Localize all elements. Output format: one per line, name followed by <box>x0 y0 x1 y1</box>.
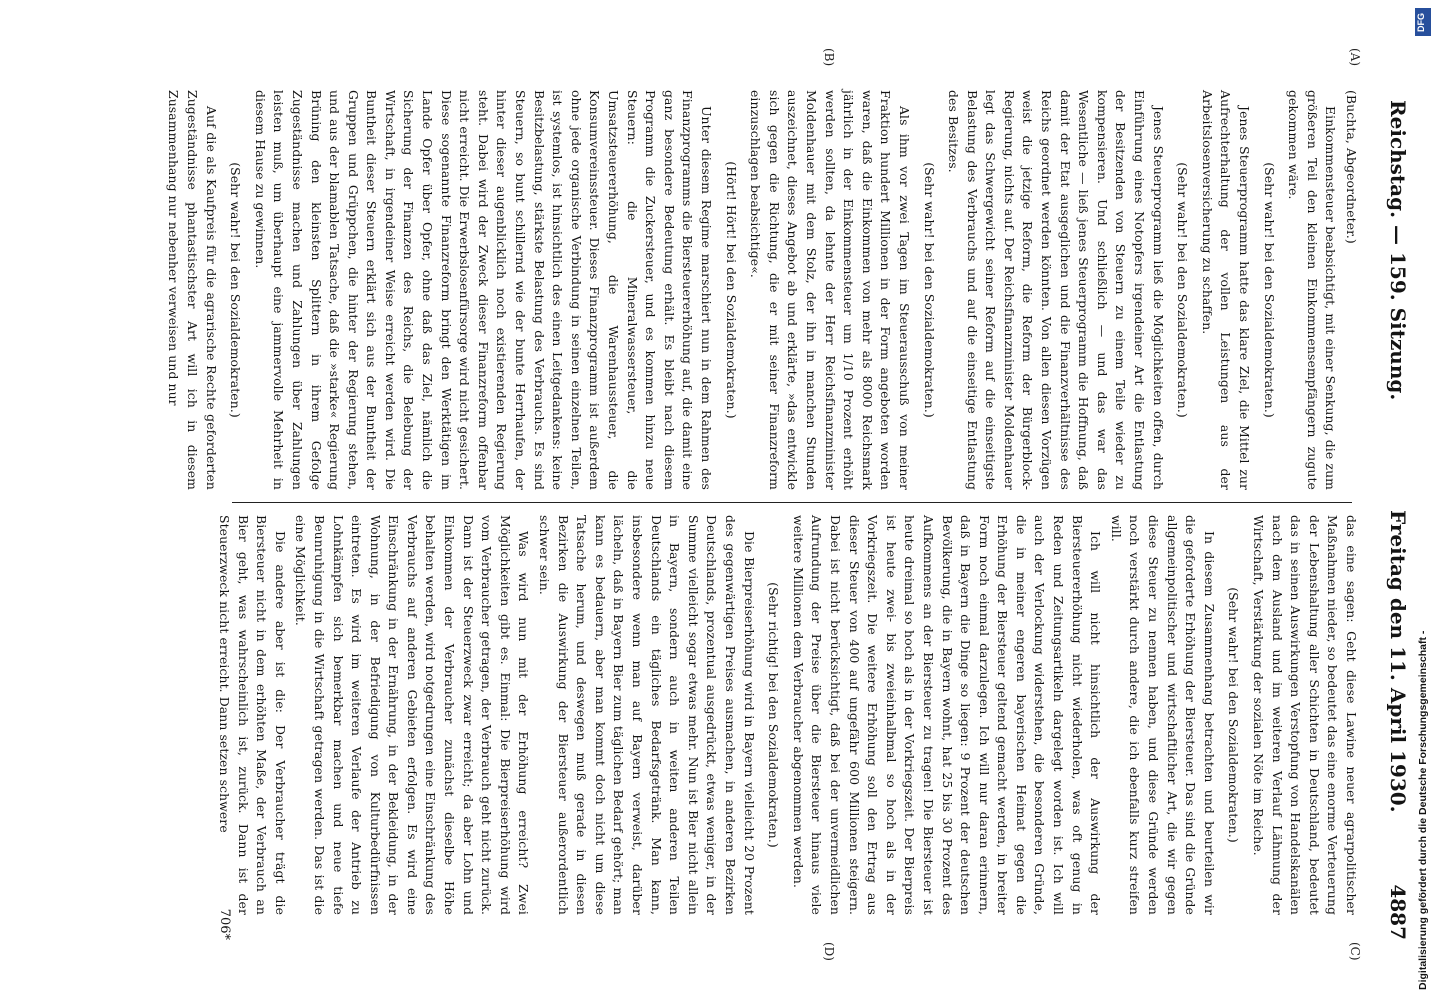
paragraph: Ich will nicht hinsichtlich der Auswirkung der Biersteuererhöhung nicht wiederholen, was oft genug in Reden und Zeitungsartikeln dargelegt worden ist. Ich will auch der Verlockung widerstehen, die besonderen Gründe, die in meiner engeren bayerischen Heimat gegen die Erhöhung der Biersteuer geltend gemacht werden, in breiter Form noch einmal darzulegen. Ich will nur daran erinnern, daß in Bayern die Dinge so liegen: 9 Prozent der deutschen Bevölkerung, die in Bayern wohnt, hat 25 bis 30 Prozent des Aufkommens an der Biersteuer zu tragen! Die Biersteuer ist heute dreimal so hoch als in der Vorkriegszeit. Der Bierpreis ist heute zwei- bis zweieinhalbmal so hoch als in der Vorkriegszeit. Die weitere Erhöhung soll den Ertrag aus dieser Steuer von 400 auf ungefähr 600 Millionen steigern. Dabei ist nicht berücksichtigt, daß bei der unvermeidlichen Aufrundung der Preise über die Biersteuer hinaus viele weitere Millionen dem Verbraucher abgenommen werden. <box>790 515 1104 915</box>
paragraph: Jenes Steuerprogramm hatte das klare Ziel, die Mittel zur Aufrechterhaltung der vollen Leistungen aus der Arbeitslosenversicherung zu schaffen. <box>1199 90 1253 490</box>
interjection: (Sehr wahr! bei den Sozialdemokraten.) <box>1261 162 1277 418</box>
paragraph: Was wird nun mit der Erhöhung erreicht? Zwei Möglichkeiten gibt es. Einmal: Die Bierpreiserhöhung wird vom Verbraucher getragen, der Verbrauch geht nicht zurück. Dann ist der Steuerzweck zwar erreicht; da aber Lohn und Einkommen der Verbraucher zunächst dieselbe Höhe behalten werden, wird notgedrungen eine Einschränkung des Verbrauchs auf anderen Gebieten erfolgen. Es wird eine Einschränkung in der Ernährung, in der Bekleidung, in der Wohnung, in der Befriedigung von Kulturbedürfnissen eintreten. Es wird im weiteren Verlaufe der Antrieb zu Lohnkämpfen sich bemerkbar machen und neue tiefe Beunruhigung in die Wirtschaft getragen werden. Das ist die eine Möglichkeit. <box>293 515 532 915</box>
paragraph: Einkommensteuer beabsichtigt, mit einer Senkung, die zum größeren Teil den kleinen Einkommensempfängern zugute gekommen wäre. <box>1286 90 1339 490</box>
interjection: (Sehr wahr! bei den Sozialdemokraten.) <box>1175 162 1191 418</box>
interjection: (Sehr richtig! bei den Sozialdemokraten.) <box>766 582 782 848</box>
interjection: (Sehr wahr! bei den Sozialdemokraten.) <box>1226 587 1242 843</box>
paragraph: (Buchta, Abgeordneter.) <box>1344 90 1359 244</box>
column-divider <box>232 502 1352 503</box>
interjection: (Sehr wahr! bei den Sozialdemokraten.) <box>921 162 937 418</box>
header-title: Reichstag. — 159. Sitzung. <box>1386 100 1410 401</box>
margin-marker-b: (B) <box>822 48 836 67</box>
paragraph: Die andere aber ist die: Der Verbraucher trägt die Biersteuer nicht in dem erhöhten Maße, der Verbrauch an Bier geht, was wahrscheinlich ist, zurück. Dann ist der Steuerzweck nicht erreicht. Dann setzen schwere <box>216 515 288 915</box>
interjection: (Sehr wahr! bei den Sozialdemokraten.) <box>228 162 244 418</box>
dfg-logo-icon <box>1415 8 1431 36</box>
page-number: 4887 <box>1386 884 1410 940</box>
paragraph: Als ihm vor zwei Tagen im Steuerausschuß von meiner Fraktion hundert Millionen in der Form angeboten worden waren, daß die Einkommen von mehr als 8000 Reichsmark jährlich in der Einkommensteuer um 1/10 Prozent erhöht werden sollten, da lehnte der Herr Reichsfinanzminister Moldenhauer mit dem Stolz, der ihn in manchen Stunden auszeichnet, dieses Angebot ab und erklärte, »das entwickle sich gegen die Richtung, die er mit seiner Finanzreform einzuschlagen beabsichtige«. <box>748 90 912 490</box>
dfg-logo-text: DFG <box>1416 13 1426 32</box>
document-page <box>152 30 1422 970</box>
printer-signature: 706* <box>217 908 232 940</box>
paragraph: Auf die als Kaufpreis für die agrarische Rechte geforderten Zugeständnisse phantastischster Art will ich in diesem Zusammenhang nur nebenher verweisen und nur <box>166 90 219 490</box>
margin-marker-c: (C) <box>1348 942 1362 961</box>
paragraph: Unter diesem Regime marschiert nun in dem Rahmen des Finanzprogramms die Biersteuererhöhung auf, die damit eine ganz besondere Bedeutung erhält. Es bleibt nach diesem Programm die Zuckersteuer, und es kommen hinzu neue Steuern: die Mineralwassersteuer, die Umsatzsteuererhöhung, die Warenhaussteuer, die Konsumvereinssteuer. Dieses Finanzprogramm ist außerdem ohne jede organische Verbindung in seinen einzelnen Teilen, ist systemlos, ist hinsichtlich des einen Leitgedankens: keine Besitzbelastung, stärkste Belastung des Verbrauchs. Es sind Steuern, so bunt schillernd wie der bunte Herrhaufen, der hinter dieser augenblicklich noch existierenden Regierung steht. Dabei wird der Zweck dieser Finanzreform offenbar nicht erreicht. Die Erwerbslosenfürsorge wird nicht gesichert. Diese sogenannte Finanzreform bringt den Werktätigen im Lande Opfer über Opfer, ohne daß das Ziel, nämlich die Sicherung der Finanzen des Reichs, die Belebung der Wirtschaft, in irgendeiner Weise erreicht werden wird. Die Buntheit dieser Steuern erklärt sich aus der Buntheit der Gruppen und Grüppchen, die hinter der Regierung stehen, und aus der blamablen Tatsache, daß die »starke« Regierung Brüning den kleinsten Splittern in ihrem Gefolge Zugeständnisse machen und Zahlungen über Zahlungen leisten muß, um überhaupt eine jammervolle Mehrheit in diesem Hause zu gewinnen. <box>252 90 714 490</box>
header-date: Freitag den 11. April 1930. <box>1386 510 1410 813</box>
right-text-column <box>216 515 1360 915</box>
margin-marker-d: (D) <box>822 942 836 961</box>
dfg-funding-notice: Digitalisierung gefördert durch die Deutsche Forschungsgemeinschaft - <box>1417 630 1429 990</box>
paragraph: das eine sagen: Geht diese Lawine neuer agrarpolitischer Maßnahmen nieder, so bedeutet das eine enorme Verteuerung der Lebenshaltung aller Schichten in Deutschland, bedeutet das in seinen Auswirkungen Verstopfung von Handelskanälen nach dem Ausland und im weiteren Verlauf Lähmung der Wirtschaft, Verstärkung der sozialen Nöte im Reiche. <box>1251 515 1359 915</box>
interjection: (Hört! Hört! bei den Sozialdemokraten.) <box>723 161 739 419</box>
dfg-sidebar <box>1414 0 1434 1000</box>
paragraph: Die Bierpreiserhöhung wird in Bayern vielleicht 20 Prozent des gegenwärtigen Preises ausmachen, in anderen Bezirken Deutschlands, prozentual ausgedrückt, etwas weniger, in der Summe vielleicht sogar etwas mehr. Nun ist Bier nicht allein in Bayern, sondern auch in weiten anderen Teilen Deutschlands ein tägliches Bedarfsgetränk. Man kann, insbesondere wenn man auf Bayern verweist, darüber lächeln, daß in Bayern Bier zum täglichen Bedarf gehört; man kann es bedauern, aber man kommt doch nicht um diese Tatsache herum, und deswegen muß gerade in diesen Bezirken die Auswirkung der Biersteuer außerordentlich schwer sein. <box>537 515 757 915</box>
margin-marker-a: (A) <box>1348 48 1362 67</box>
paragraph: In diesem Zusammenhang betrachten und beurteilen wir die geforderte Erhöhung der Biersteuer. Das sind die Gründe allgemeinpolitischer und wirtschaftlicher Art, die wir gegen diese Steuer zu nennen haben, und diese Gründe werden noch verstärkt durch andere, die ich ebenfalls kurz streifen will. <box>1108 515 1217 915</box>
page-header <box>1374 60 1414 940</box>
paragraph: Jenes Steuerprogramm ließ die Möglichkeiten offen, durch Einführung eines Notopfers irgendeiner Art die Entlastung der Besitzenden von Steuern zu einem Teile wieder zu kompensieren. Und schließlich — und das war das Wesentliche — ließ jenes Steuerprogramm die Hoffnung, daß damit der Etat ausgeglichen und die Finanzverhältnisse des Reichs geordnet werden könnten. Von allen diesen Vorzügen weist die jetzige Reform, die Reform der Bürgerblock-Regierung, nichts auf. Der Reichsfinanzminister Moldenhauer legt das Schwergewicht seiner Reform auf die einseitigste Belastung des Verbrauchs und auf die einseitige Entlastung des Besitzes. <box>946 90 1166 490</box>
left-text-column <box>166 90 1360 490</box>
